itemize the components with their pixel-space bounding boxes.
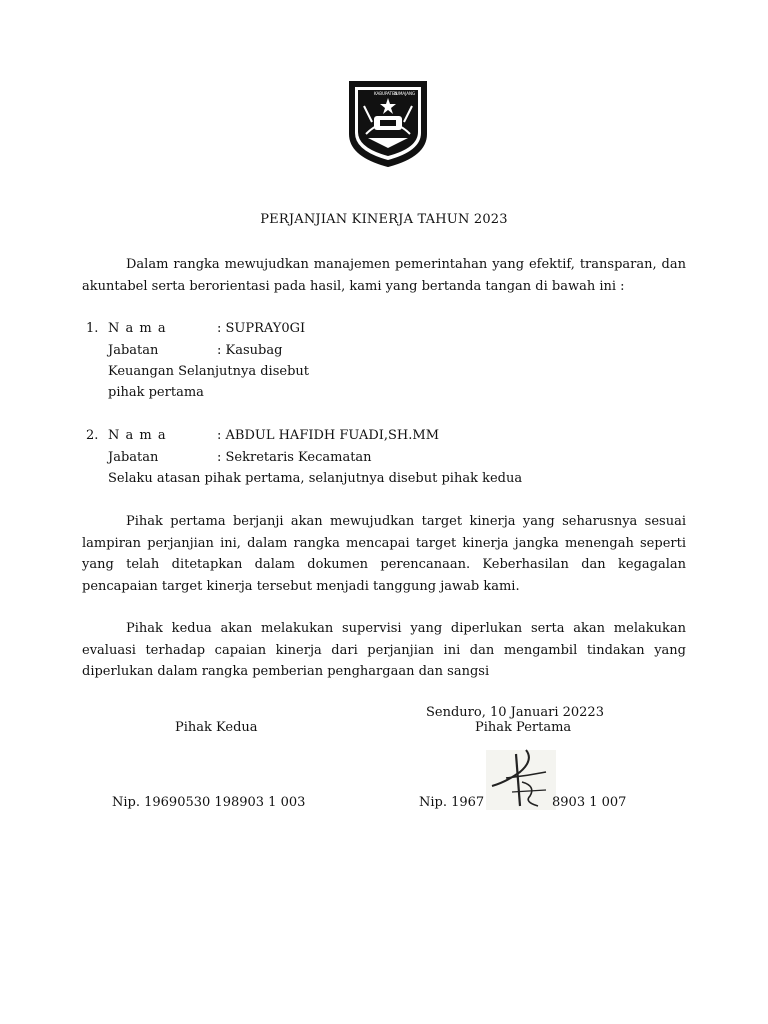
logo-text-left: KABUPATEN [374, 91, 398, 96]
party2-name-value: : ABDUL HAFIDH FUADI,SH.MM [217, 428, 440, 443]
right-signatory-nip-start: Nip. 1967 [419, 795, 485, 810]
place-date: Senduro, 10 Januari 20223 [426, 705, 604, 720]
regency-emblem-logo [344, 76, 432, 168]
supervision-paragraph: Pihak kedua akan melakukan supervisi yang diperlukan serta akan melakukan evaluasi terhadap capaian kinerja dari perjanjian ini dan mengambil tindakan yang diperlukan dalam rangka pemberian penghargaan dan sangsi [82, 621, 686, 679]
party1-position-label: Jabatan [108, 343, 159, 358]
party1-name-label: N a m a [108, 321, 167, 336]
party1-name-value: : SUPRAY0GI [217, 321, 306, 336]
party1-number: 1. [86, 321, 99, 336]
party2-position-label: Jabatan [108, 450, 159, 465]
handwritten-signature [486, 742, 562, 812]
logo-text-right: LUMAJANG [394, 91, 416, 96]
party1-position-value: : Kasubag [217, 343, 283, 358]
party2-name-label: N a m a [108, 428, 167, 443]
party2-position-value: : Sekretaris Kecamatan [217, 450, 372, 465]
intro-paragraph: Dalam rangka mewujudkan manajemen pemerintahan yang efektif, transparan, dan akuntabel serta berorientasi pada hasil, kami yang bertanda tangan di bawah ini : [82, 257, 686, 294]
right-signatory-nip-end: 8903 1 007 [552, 795, 627, 810]
party2-number: 2. [86, 428, 99, 443]
commitment-paragraph: Pihak pertama berjanji akan mewujudkan target kinerja yang seharusnya sesuai lampiran perjanjian ini, dalam rangka mencapai target kinerja jangka menengah seperti yang telah ditetapkan dalam dokumen perencanaan. Keberhasilan dan kegagalan pencapaian target kinerja tersebut menjadi tanggung jawab kami. [82, 514, 686, 594]
party2-description: Selaku atasan pihak pertama, selanjutnya disebut pihak kedua [108, 471, 523, 486]
left-signatory-nip: Nip. 19690530 198903 1 003 [112, 795, 306, 810]
right-signatory-title: Pihak Pertama [475, 720, 572, 735]
party1-description-line1: Keuangan Selanjutnya disebut [108, 364, 309, 379]
party1-description-line2: pihak pertama [108, 385, 204, 400]
left-signatory-title: Pihak Kedua [175, 720, 258, 735]
document-title: PERJANJIAN KINERJA TAHUN 2023 [260, 212, 508, 227]
